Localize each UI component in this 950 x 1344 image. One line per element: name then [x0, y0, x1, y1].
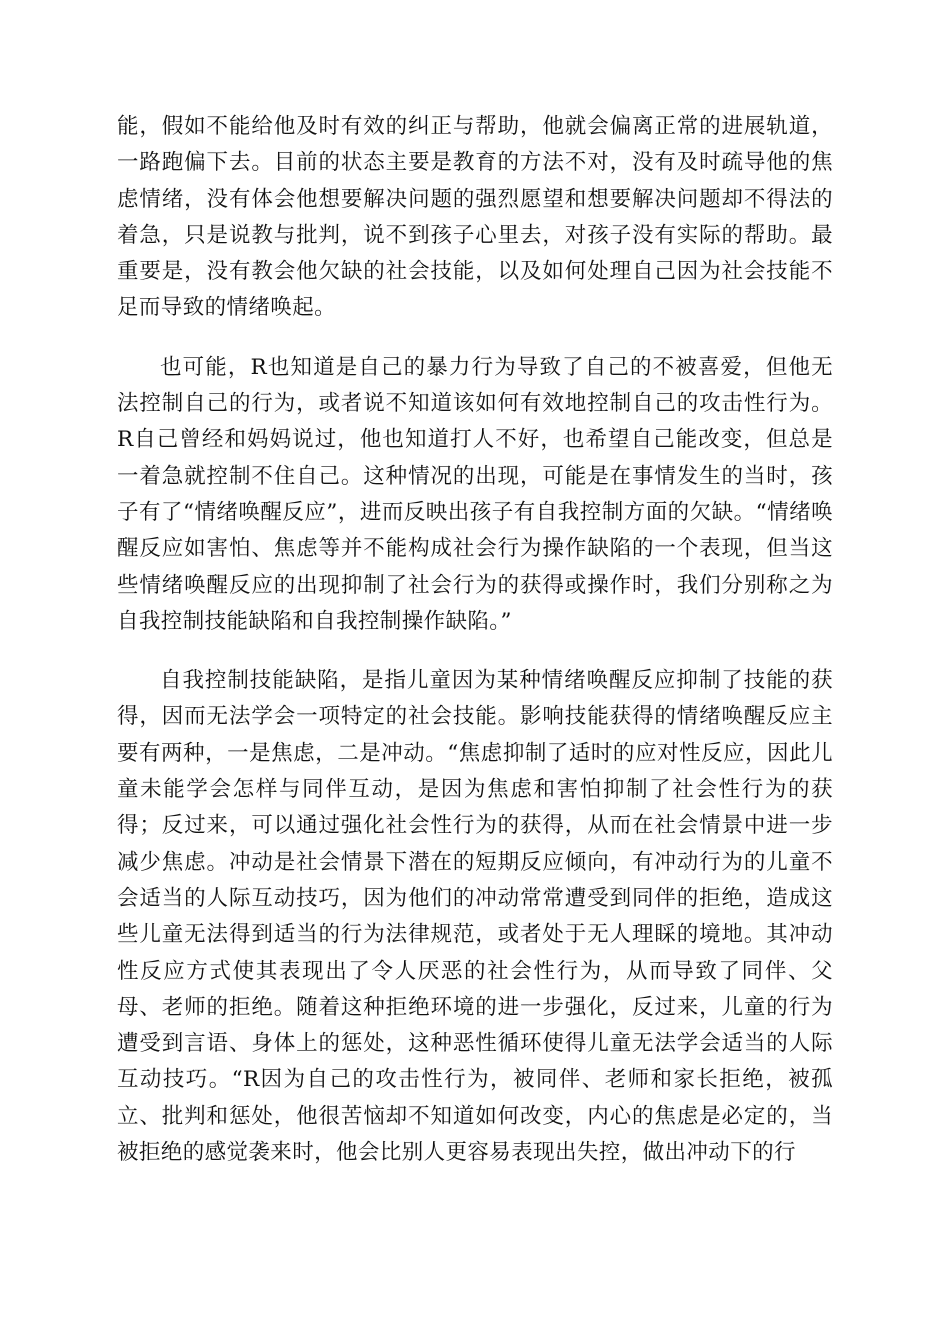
paragraph-3: 自我控制技能缺陷，是指儿童因为某种情绪唤醒反应抑制了技能的获得，因而无法学会一项特定的社会技能。影响技能获得的情绪唤醒反应主要有两种，一是焦虑，二是冲动。“焦虑抑制了适时的应对性反应，因此儿童未能学会怎样与同伴互动，是因为焦虑和害怕抑制了社会性行为的获得；反过来，可以通过强化社会性行为的获得，从而在社会情景中进一步减少焦虑。冲动是社会情景下潜在的短期反应倾向，有冲动行为的儿童不会适当的人际互动技巧，因为他们的冲动常常遭受到同伴的拒绝，造成这些儿童无法得到适当的行为法律规范，或者处于无人理睬的境地。其冲动性反应方式使其表现出了令人厌恶的社会性行为，从而导致了同伴、父母、老师的拒绝。随着这种拒绝环境的进一步强化，反过来，儿童的行为遭受到言语、身体上的惩处，这种恶性循环使得儿童无法学会适当的人际互动技巧。“R因为自己的攻击性行为，被同伴、老师和家长拒绝，被孤立、批判和惩处，他很苦恼却不知道如何改变，内心的焦虑是必定的，当被拒绝的感觉袭来时，他会比别人更容易表现出失控，做出冲动下的行 [117, 668, 833, 1166]
body-text [117, 109, 833, 1171]
paragraph-2: 也可能，R也知道是自己的暴力行为导致了自己的不被喜爱，但他无法控制自己的行为，或者说不知道该如何有效地控制自己的攻击性行为。R自己曾经和妈妈说过，他也知道打人不好，也希望自己能改变，但总是一着急就控制不住自己。这种情况的出现，可能是在事情发生的当时，孩子有了“情绪唤醒反应”，进而反映出孩子有自我控制方面的欠缺。“情绪唤醒反应如害怕、焦虑等并不能构成社会行为操作缺陷的一个表现，但当这些情绪唤醒反应的出现抑制了社会行为的获得或操作时，我们分别称之为自我控制技能缺陷和自我控制操作缺陷。” [117, 354, 833, 634]
paragraph-1: 能，假如不能给他及时有效的纠正与帮助，他就会偏离正常的进展轨道，一路跑偏下去。目前的状态主要是教育的方法不对，没有及时疏导他的焦虑情绪，没有体会他想要解决问题的强烈愿望和想要解决问题却不得法的着急，只是说教与批判，说不到孩子心里去，对孩子没有实际的帮助。最重要是，没有教会他欠缺的社会技能，以及如何处理自己因为社会技能不足而导致的情绪唤起。 [117, 114, 833, 321]
